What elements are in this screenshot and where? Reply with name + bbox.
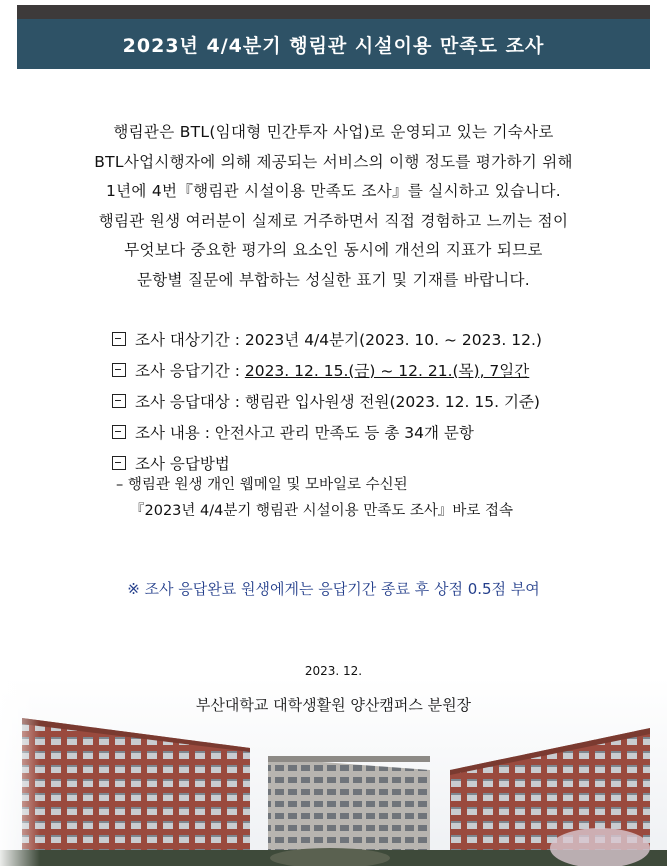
survey-info-list — [112, 323, 542, 478]
response-period-dates: 2023. 12. 15.(금) ~ 12. 21.(목), 7일간 — [244, 361, 530, 380]
reward-notice: ※ 조사 응답완료 원생에게는 응답기간 종료 후 상점 0.5점 부여 — [127, 580, 540, 598]
intro-line: BTL사업시행자에 의해 제공되는 서비스의 이행 정도를 평가하기 위해 — [94, 152, 573, 171]
issue-date: 2023. 12. — [304, 664, 363, 678]
info-response-period: 조사 응답기간 : 2023. 12. 15.(금) ~ 12. 21.(목), 7일간 — [112, 354, 542, 385]
top-strip — [17, 5, 650, 19]
intro-line: 무엇보다 중요한 평가의 요소인 동시에 개선의 지표가 되므로 — [124, 241, 543, 259]
method-detail — [116, 472, 513, 524]
method-detail-line: – 행림관 원생 개인 웹메일 및 모바일로 수신된 — [116, 477, 408, 493]
checkbox-bullet-icon — [112, 425, 126, 439]
info-content: 조사 내용 : 안전사고 관리 만족도 등 총 34개 문항 — [112, 416, 542, 447]
title-banner — [17, 19, 650, 69]
checkbox-bullet-icon — [112, 363, 126, 377]
page-title: 2023년 4/4분기 행림관 시설이용 만족도 조사 — [122, 34, 545, 57]
info-period: 조사 대상기간 : 2023년 4/4분기(2023. 10. ~ 2023. 12.) — [112, 323, 542, 354]
intro-paragraph — [17, 118, 650, 295]
intro-line: 행림관 원생 여러분이 실제로 거주하면서 직접 경험하고 느끼는 점이 — [98, 211, 569, 230]
issuer-name: 부산대학교 대학생활원 양산캠퍼스 분원장 — [195, 696, 472, 714]
method-detail-line: 『2023년 4/4분기 행림관 시설이용 만족도 조사』바로 접속 — [130, 503, 514, 519]
intro-line: 문항별 질문에 부합하는 성실한 표기 및 기재를 바랍니다. — [136, 270, 531, 289]
checkbox-bullet-icon — [112, 394, 126, 408]
info-method: 조사 응답방법 — [112, 447, 542, 478]
checkbox-bullet-icon — [112, 332, 126, 346]
intro-line: 1년에 4번『행림관 시설이용 만족도 조사』를 실시하고 있습니다. — [105, 182, 562, 200]
checkbox-bullet-icon — [112, 456, 126, 470]
intro-line: 행림관은 BTL(임대형 민간투자 사업)로 운영되고 있는 기숙사로 — [113, 123, 554, 141]
info-target: 조사 응답대상 : 행림관 입사원생 전원(2023. 12. 15. 기준) — [112, 385, 542, 416]
